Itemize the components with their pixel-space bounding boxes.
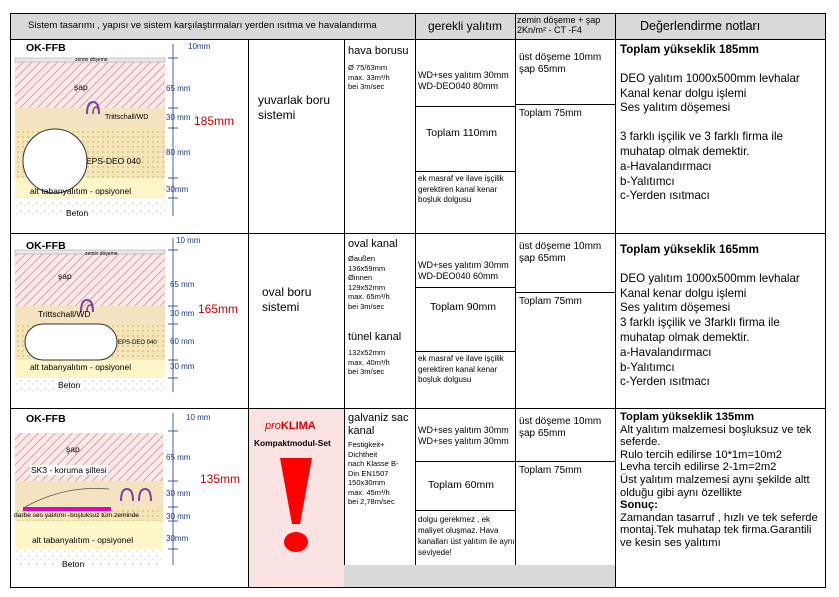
duct-title: hava borusu (348, 45, 409, 57)
diagram-top-label: zemin döşeme (85, 251, 118, 257)
insulation-total: Toplam 110mm (426, 127, 497, 139)
dim-3: 30 mm (166, 113, 191, 122)
duct-specs-2: 132x52mm max. 40m³/h bei 3m/sec (348, 348, 390, 376)
dim-5: 30mm (166, 534, 189, 543)
system-name: yuvarlak boru sistemi (258, 93, 331, 122)
floor-list: üst döşeme 10mm şap 65mm (519, 52, 602, 75)
warning-exclamation-icon (276, 458, 316, 554)
header-col3: zemin döşeme + şap 2Kn/m² - CT -F4 (517, 15, 601, 35)
diagram-title: OK-FFB (26, 413, 66, 425)
diagram-sk3-label: SK3 - koruma şiltesi (31, 465, 107, 475)
diagram-alt-label: alt tabanyalıtım - opsiyonel (30, 362, 132, 372)
diagram-eps-label: EPS-DEO 040 (118, 340, 157, 346)
floor-total: Toplam 75mm (519, 465, 582, 476)
duct-title: galvaniz sac kanal (348, 412, 409, 437)
insulation-total: Toplam 90mm (430, 301, 496, 313)
floor-list: üst döşeme 10mm şap 65mm (519, 416, 602, 439)
dim-1: 10 mm (186, 413, 211, 422)
floor-section-diagram-2 (11, 234, 248, 408)
diagram-total-height: 135mm (200, 472, 241, 486)
diagram-beton-label: Beton (58, 380, 81, 390)
system-name: oval boru sistemi (262, 285, 312, 314)
diagram-eps-label: EPS-DEO 040 (86, 156, 141, 166)
dim-1: 10 mm (176, 236, 201, 245)
diagram-sap-label: şap (58, 271, 72, 281)
insulation-list: WD+ses yalıtım 30mm WD-DEO040 60mm (418, 260, 509, 281)
diagram-beton-label: Beton (62, 559, 85, 569)
diagram-top-label: zemin döşeme (75, 57, 108, 63)
duct-title: oval kanal (348, 238, 398, 250)
header-col4: Değerlendirme notları (640, 19, 761, 33)
diagram-beton-label: Beton (66, 208, 89, 218)
dim-3: 30 mm (170, 309, 195, 318)
dim-4: 60 mm (170, 337, 195, 346)
diagram-sap-label: şap (66, 444, 80, 454)
insulation-note: ek masraf ve ilave işçilik gerektiren kanal kenar boşluk dolgusu (418, 354, 504, 384)
notes-2: Toplam yükseklik 165mm DEO yalıtım 1000x500mm levhalar Kanal kenar dolgu işlemi Ses yalıtım döşemesi 3 farklı işçilik ve 3farklı firma ile muhatap olmak demektir. a-Havalandırmacı b-Yalıtımcı c-Yerden ısıtmacı (620, 243, 800, 389)
proklima-logo: proKLIMA (265, 420, 316, 432)
header-col1: Sistem tasarımı , yapısı ve sistem karşılaştırmaları yerden ısıtma ve havalandırma (28, 20, 377, 31)
diagram-tritt-label: Trittschall/WD (105, 114, 149, 121)
floor-list: üst döşeme 10mm şap 65mm (519, 241, 602, 264)
notes-1: Toplam yükseklik 185mm DEO yalıtım 1000x500mm levhalar Kanal kenar dolgu işlemi Ses yalıtım döşemesi 3 farklı işçilik ve 3 farklı firma ile muhatap olmak demektir. a-Havalandırmacı b-Yalıtımcı c-Yerden ısıtmacı (620, 43, 800, 203)
diagram-sap-label: şap (74, 82, 88, 92)
diagram-tritt-label: Trittschall/WD (38, 309, 91, 319)
diagram-alt-label: alt tabanyalıtım - opsiyonel (30, 186, 132, 196)
dim-4: 80 mm (166, 148, 191, 157)
dim-2: 65 mm (170, 280, 195, 289)
duct-title-2: tünel kanal (348, 331, 402, 343)
header-col2: gerekli yalıtım (428, 19, 503, 33)
dim-4: 30 mm (166, 512, 191, 521)
dim-5: 30mm (166, 185, 189, 194)
duct-specs: Ø 75/63mm max. 33m³/h bei 3m/sec (348, 63, 390, 91)
insulation-list: WD+ses yalıtım 30mm WD+ses yalıtım 30mm (418, 425, 509, 446)
insulation-note: ek masraf ve ilave işçilik gerektiren kanal kenar boşluk dolgusu (418, 174, 504, 204)
notes-3: Toplam yükseklik 135mm Alt yalıtım malzemesi boşluksuz ve tek seferde. Rulo tercih edilirse 10*1m=10m2 Levha tercih edilirse 2-1m=2m2 Üst yalıtım malzemesi aynı şekilde altt olduğu gibi aynı özellikte Sonuç: Zamandan tasarruf , hızlı ve tek seferde montaj.Tek muhatap tek firma.Garantili ve kesin ses yalıtımı (620, 411, 818, 549)
insulation-list: WD+ses yalıtım 30mm WD-DEO040 80mm (418, 70, 509, 91)
diagram-alt-label: alt tabanyalıtım - opsiyonel (32, 535, 134, 545)
duct-specs: Festigkeit+ Dichtheit nach Klasse B- Din EN1507 150x30mm max. 45m³/h bei 2,78m/sec (348, 440, 399, 506)
floor-total: Toplam 75mm (519, 296, 582, 307)
floor-total: Toplam 75mm (519, 108, 582, 119)
diagram-title: OK-FFB (26, 42, 66, 54)
diagram-total-height: 165mm (198, 302, 239, 316)
dim-3: 30 mm (166, 489, 191, 498)
insulation-note: dolgu gerekmez , ek maliyet oluşmaz. Hava kanalları üst yalıtım ile aynı seviyede! (418, 515, 515, 557)
dim-5: 30 mm (170, 362, 195, 371)
diagram-total-height: 185mm (194, 114, 235, 128)
diagram-title: OK-FFB (26, 240, 66, 252)
dim-1: 10mm (188, 42, 211, 51)
floor-section-diagram-1 (11, 40, 248, 233)
floor-section-diagram-3 (11, 409, 248, 587)
proklima-sub: Kompaktmodul-Set (254, 438, 331, 448)
dim-2: 65 mm (166, 453, 191, 462)
insulation-total: Toplam 60mm (428, 479, 494, 491)
diagram-darbe-label: darbe ses yalıtımı -boşluksuz tüm zeminde (14, 512, 139, 519)
dim-2: 65 mm (166, 84, 191, 93)
duct-specs: Øaußen 136x59mm Øinnen 129x52mm max. 65m³/h bei 3m/sec (348, 254, 390, 311)
